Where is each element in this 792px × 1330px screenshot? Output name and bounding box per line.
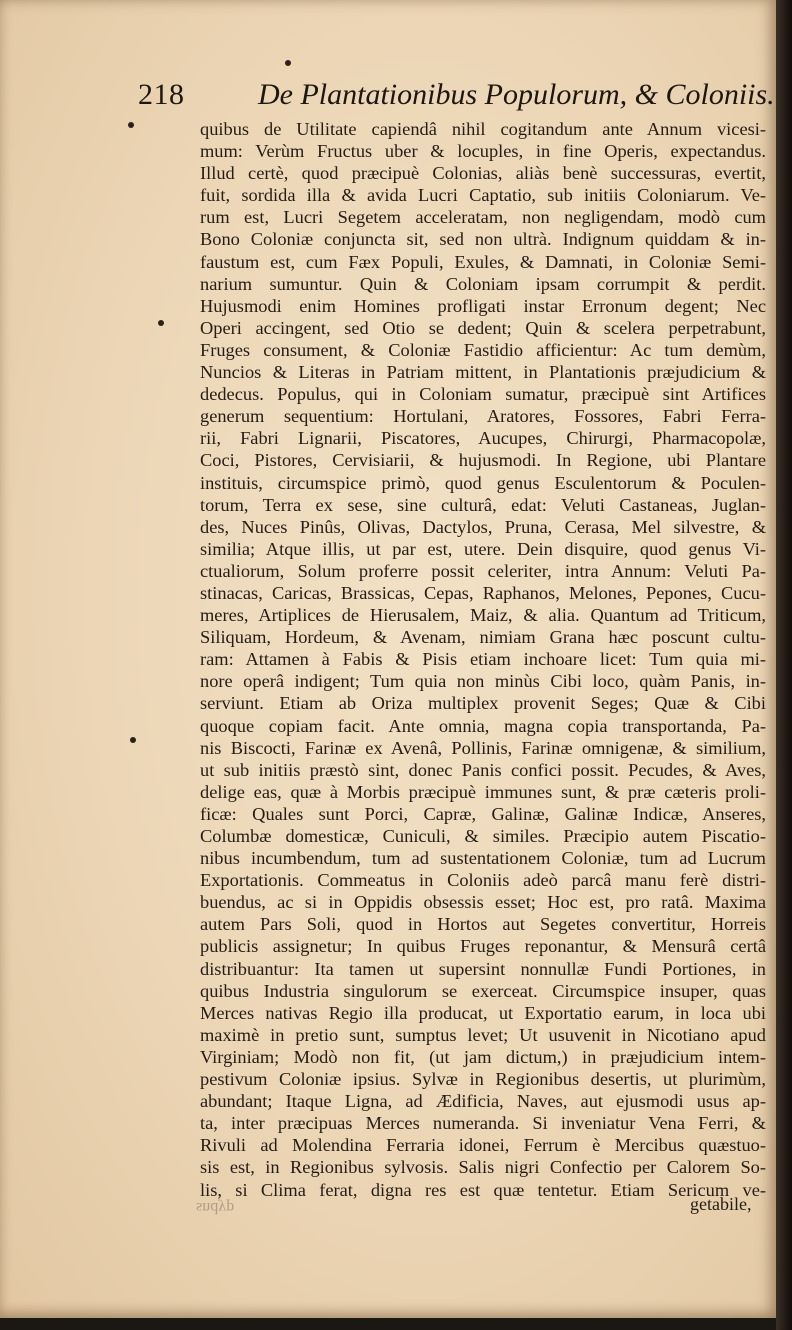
text-line: Bono Coloniæ conjuncta sit, sed non ultrà. Indignum quiddam & in- [200, 229, 766, 250]
text-line: sis est, in Regionibus sylvosis. Salis nigri Confectio per Calorem So- [200, 1157, 766, 1178]
text-line: autem Pars Soli, quod in Hortos aut Segetes convertitur, Horreis [200, 914, 766, 935]
text-line: nore operâ indigent; Tum quia non minùs Cibi loco, quàm Panis, in- [200, 671, 766, 692]
bleed-through-text: sndyp [196, 1199, 235, 1216]
text-line: Coci, Pistores, Cervisiarii, & hujusmodi. In Regione, ubi Plantare [200, 450, 766, 471]
text-line: instituis, circumspice primò, quod genus Esculentorum & Poculen- [200, 472, 766, 493]
text-line: Exportationis. Commeatus in Coloniis adeò parcâ manu ferè distri- [200, 870, 766, 891]
text-line: abundant; Itaque Ligna, ad Ædificia, Naves, aut ejusmodi usus ap- [200, 1091, 766, 1112]
text-line: Siliquam, Hordeum, & Avenam, nimiam Grana hæc poscunt cultu- [200, 627, 766, 648]
text-line: ctualiorum, Solum proferre possit celeriter, intra Annum: Veluti Pa- [200, 560, 766, 581]
text-line: Hujusmodi enim Homines profligati instar Erronum degent; Nec [200, 295, 766, 316]
text-line: serviunt. Etiam ab Oriza multiplex provenit Seges; Quæ & Cibi [200, 693, 766, 714]
text-line: quibus de Utilitate capiendâ nihil cogitandum ante Annum vicesi- [200, 119, 766, 139]
text-line: Fruges consument, & Coloniæ Fastidio afficientur: Ac tum demùm, [200, 339, 766, 360]
text-line: Merces nativas Regio illa producat, ut Exportatio earum, in loca ubi [200, 1002, 766, 1023]
text-line: fuit, sordida illa & avida Lucri Captatio, sub initiis Coloniarum. Ve- [200, 185, 766, 206]
text-line: stinacas, Caricas, Brassicas, Cepas, Raphanos, Melones, Pepones, Cucu- [200, 582, 766, 603]
text-line: rum est, Lucri Segetem acceleratam, non negligendam, modò cum [200, 207, 766, 228]
text-line: rii, Fabri Lignarii, Piscatores, Aucupes, Chirurgi, Pharmacopolæ, [200, 428, 766, 449]
text-line: ram: Attamen à Fabis & Pisis etiam inchoare licet: Tum quia mi- [200, 649, 766, 670]
text-line: ta, inter præcipuas Merces numeranda. Si inveniatur Vena Ferri, & [200, 1113, 766, 1134]
text-line: ut sub initiis præstò sint, donec Panis confici possit. Pecudes, & Aves, [200, 759, 766, 780]
text-line: quoque copiam facit. Ante omnia, magna copia transportanda, Pa- [200, 715, 766, 736]
text-line: Virginiam; Modò non fit, (ut jam dictum,) in præjudicium intem- [200, 1046, 766, 1067]
running-title: De Plantationibus Populorum, & Coloniis. [258, 78, 775, 111]
ink-speck [285, 60, 291, 66]
text-line: lis, si Clima ferat, digna res est quæ tentetur. Etiam Sericum ve- [200, 1179, 766, 1200]
text-line: meres, Artiplices de Hierusalem, Maiz, & alia. Quantum ad Triticum, [200, 605, 766, 626]
text-line: pestivum Coloniæ ipsius. Sylvæ in Regionibus desertis, ut plurimùm, [200, 1069, 766, 1090]
page-edge-shadow [776, 0, 792, 1330]
text-line: Rivuli ad Molendina Ferraria idonei, Ferrum è Mercibus quæstuo- [200, 1135, 766, 1156]
text-line: Columbæ domesticæ, Cuniculi, & similes. Præcipio autem Piscatio- [200, 826, 766, 846]
body-text [200, 118, 766, 1201]
text-line: nis Biscocti, Farinæ ex Avenâ, Pollinis, Farinæ omnigenæ, & similium, [200, 737, 766, 758]
text-line: quibus Industria singulorum se exerceat. Circumspice insuper, quas [200, 980, 766, 1001]
catchword: getabile, [690, 1194, 752, 1214]
text-line: similia; Atque illis, ut par est, utere. Dein disquire, quod genus Vi- [200, 538, 766, 559]
text-line: delige eas, quæ à Morbis præcipuè immunes sunt, & præ cæteris proli- [200, 781, 766, 802]
text-line: torum, Terra ex sese, sine culturâ, edat: Veluti Castaneas, Juglan- [200, 494, 766, 515]
text-line: nibus incumbendum, tum ad sustentationem Coloniæ, tum ad Lucrum [200, 848, 766, 869]
page-number: 218 [138, 78, 185, 111]
text-line: publicis assignetur; In quibus Fruges reponantur, & Mensurâ certâ [200, 936, 766, 957]
text-line: dedecus. Populus, qui in Coloniam sumatur, præcipuè sint Artifices [200, 384, 766, 405]
text-line: Operi accingent, sed Otio se dedent; Quin & scelera perpetrabunt, [200, 317, 766, 338]
text-line: Nuncios & Literas in Patriam mittent, in Plantationis præjudicium & [200, 362, 766, 383]
text-line: des, Nuces Pinûs, Olivas, Dactylos, Pruna, Cerasa, Mel silvestre, & [200, 516, 766, 537]
running-head [138, 78, 775, 118]
text-line: ficæ: Quales sunt Porci, Capræ, Galinæ, Galinæ Indicæ, Anseres, [200, 803, 766, 824]
ink-speck [130, 737, 136, 743]
text-line: distribuantur: Ita tamen ut supersint nonnullæ Fundi Portiones, in [200, 958, 766, 979]
text-line: Illud certè, quod præcipuè Colonias, aliàs benè successuras, evertit, [200, 163, 766, 184]
text-line: mum: Verùm Fructus uber & locuples, in fine Operis, expectandus. [200, 141, 766, 162]
text-line: generum sequentium: Hortulani, Aratores, Fossores, Fabri Ferra- [200, 406, 766, 427]
text-line: maximè in pretio sunt, sumptus levet; Ut usuvenit in Nicotiano apud [200, 1024, 766, 1045]
text-line: narium sumuntur. Quin & Coloniam ipsam corrumpit & perdit. [200, 273, 766, 294]
text-line: faustum est, cum Fæx Populi, Exules, & Damnati, in Coloniæ Semi- [200, 251, 766, 272]
ink-speck [158, 320, 164, 326]
text-line: buendus, ac si in Oppidis obsessis esset; Hoc est, pro ratâ. Maxima [200, 892, 766, 913]
ink-speck [128, 122, 134, 128]
